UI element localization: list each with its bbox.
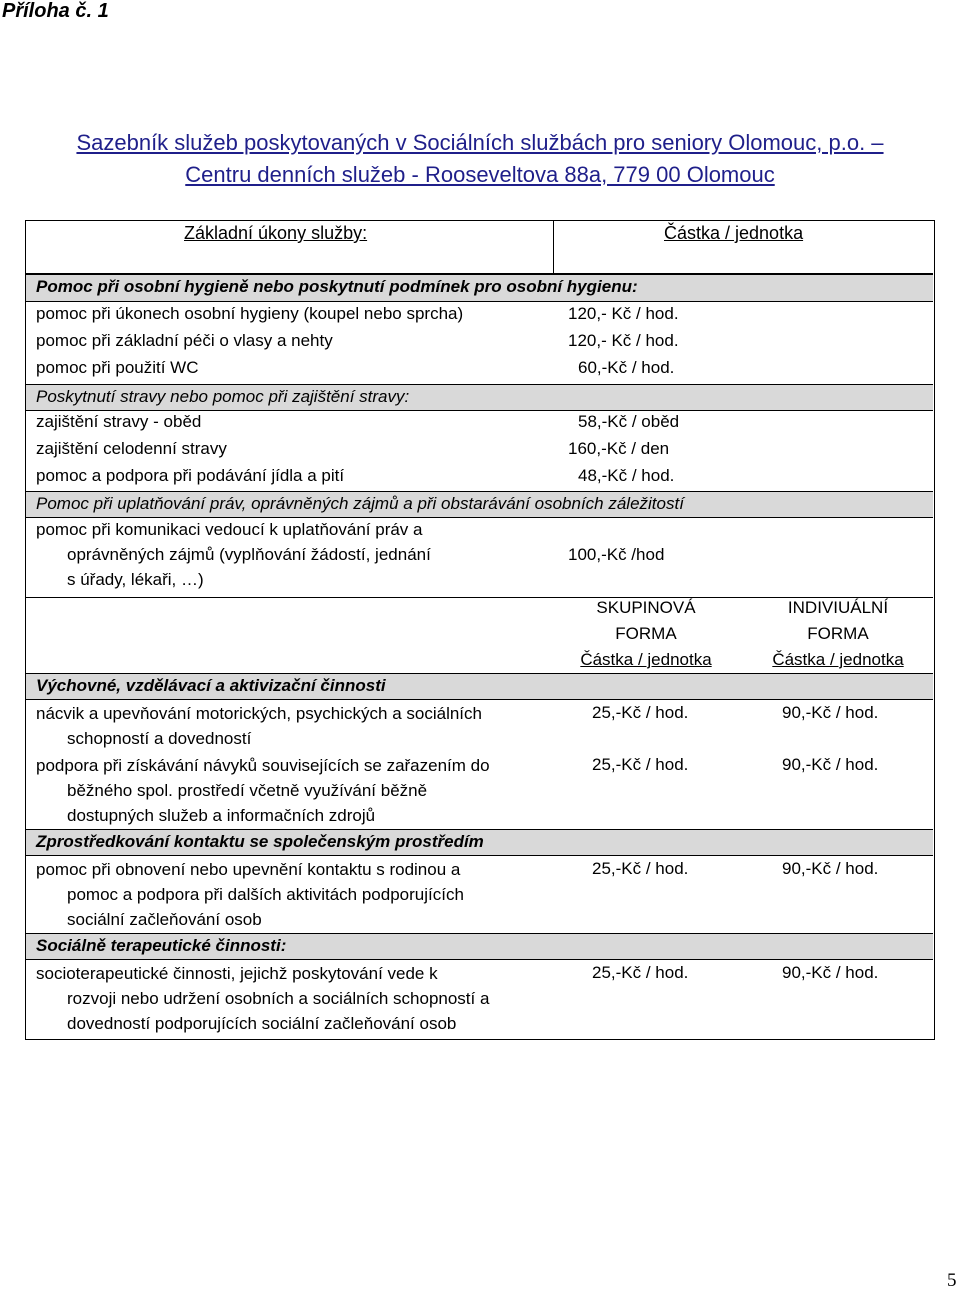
section-rights-heading: Pomoc při uplatňování práv, oprávněných zájmů a při obstarávání osobních záležitostí bbox=[36, 494, 684, 513]
contact-row-individual: 90,-Kč / hod. bbox=[782, 859, 879, 878]
hygiene-row-3-amount: 60,-Kč / hod. bbox=[578, 358, 675, 377]
document-title-line2 bbox=[0, 162, 960, 188]
contact-row-line2: pomoc a podpora při dalších aktivitách podporujících bbox=[67, 885, 464, 904]
individual-form-unit: Částka / jednotka bbox=[772, 650, 904, 669]
activation-row-2-line3: dostupných služeb a informačních zdrojů bbox=[67, 806, 376, 825]
activation-row-2-line1: podpora při získávání návyků souvisejících se zařazením do bbox=[36, 756, 490, 775]
food-row-1-label: zajištění stravy - oběd bbox=[36, 412, 202, 431]
group-form-header bbox=[556, 595, 736, 673]
therapy-row-line3: dovedností podporujících sociální začleňování osob bbox=[67, 1014, 457, 1033]
section-food-band bbox=[26, 384, 933, 411]
section-activation-band bbox=[26, 673, 933, 700]
rights-row-amount: 100,-Kč /hod bbox=[568, 545, 665, 564]
section-therapy-heading: Sociálně terapeutické činnosti: bbox=[36, 936, 287, 955]
section-hygiene-heading: Pomoc při osobní hygieně nebo poskytnutí podmínek pro osobní hygienu: bbox=[36, 277, 638, 296]
activation-row-2-text bbox=[36, 753, 546, 828]
contact-row-group: 25,-Kč / hod. bbox=[592, 859, 689, 878]
document-title-line1 bbox=[0, 130, 960, 156]
header-services: Základní úkony služby: bbox=[184, 223, 368, 243]
therapy-row-individual: 90,-Kč / hod. bbox=[782, 963, 879, 982]
contact-row-line3: sociální začleňování osob bbox=[67, 910, 262, 929]
therapy-row-line2: rozvoji nebo udržení osobních a sociálních schopností a bbox=[67, 989, 490, 1008]
section-contact-band bbox=[26, 829, 933, 856]
rights-row-line3: s úřady, lékaři, …) bbox=[67, 570, 204, 589]
therapy-row-text bbox=[36, 961, 546, 1036]
food-row-3-label: pomoc a podpora při podávání jídla a pití bbox=[36, 466, 345, 485]
hygiene-row-1-amount: 120,- Kč / hod. bbox=[568, 304, 679, 323]
therapy-row-group: 25,-Kč / hod. bbox=[592, 963, 689, 982]
food-row-3-amount: 48,-Kč / hod. bbox=[578, 466, 675, 485]
section-contact-heading: Zprostředkování kontaktu se společenským prostředím bbox=[36, 832, 484, 851]
hygiene-row-2-amount: 120,- Kč / hod. bbox=[568, 331, 679, 350]
group-form-title-1: SKUPINOVÁ bbox=[596, 598, 696, 617]
individual-form-title-2: FORMA bbox=[807, 624, 869, 643]
hygiene-row-3-label: pomoc při použití WC bbox=[36, 358, 199, 377]
section-rights-band bbox=[26, 491, 933, 518]
rights-row-line2: oprávněných zájmů (vyplňování žádostí, jednání bbox=[67, 545, 431, 564]
page-number: 5 bbox=[947, 1270, 957, 1291]
food-row-1-amount: 58,-Kč / oběd bbox=[578, 412, 680, 431]
group-form-title-2: FORMA bbox=[615, 624, 677, 643]
contact-row-line1: pomoc při obnovení nebo upevnění kontaktu s rodinou a bbox=[36, 860, 461, 879]
individual-form-title-1: INDIVIUÁLNÍ bbox=[787, 598, 889, 617]
contact-row-text bbox=[36, 857, 546, 932]
title-text-1: Sazebník služeb poskytovaných v Sociálních službách pro seniory Olomouc, p.o. – bbox=[76, 130, 884, 155]
activation-row-2-individual: 90,-Kč / hod. bbox=[782, 755, 879, 774]
rights-row-line1: pomoc při komunikaci vedoucí k uplatňování práv a bbox=[36, 520, 423, 539]
section-food-heading: Poskytnutí stravy nebo pomoc při zajištění stravy: bbox=[36, 387, 410, 406]
activation-row-1-line2: schopností a dovedností bbox=[67, 729, 252, 748]
group-form-unit: Částka / jednotka bbox=[580, 650, 712, 669]
activation-row-1-individual: 90,-Kč / hod. bbox=[782, 703, 879, 722]
price-table bbox=[25, 220, 935, 1040]
activation-row-1-group: 25,-Kč / hod. bbox=[592, 703, 689, 722]
title-text-2: Centru denních služeb - Rooseveltova 88a, 779 00 Olomouc bbox=[185, 162, 775, 187]
food-row-2-label: zajištění celodenní stravy bbox=[36, 439, 227, 458]
annex-label: Příloha č. 1 bbox=[2, 0, 109, 22]
food-row-2-amount: 160,-Kč / den bbox=[568, 439, 670, 458]
activation-row-2-group: 25,-Kč / hod. bbox=[592, 755, 689, 774]
section-therapy-band bbox=[26, 933, 933, 960]
hygiene-row-1-label: pomoc při úkonech osobní hygieny (koupel nebo sprcha) bbox=[36, 304, 464, 323]
therapy-row-line1: socioterapeutické činnosti, jejichž poskytování vede k bbox=[36, 964, 438, 983]
header-amount: Částka / jednotka bbox=[664, 223, 804, 243]
activation-row-2-line2: běžného spol. prostředí včetně využívání běžně bbox=[67, 781, 428, 800]
hygiene-row-2-label: pomoc při základní péči o vlasy a nehty bbox=[36, 331, 333, 350]
individual-form-header bbox=[748, 595, 928, 673]
activation-row-1-text bbox=[36, 701, 546, 751]
section-activation-heading: Výchovné, vzdělávací a aktivizační činnosti bbox=[36, 676, 386, 695]
section-hygiene-band bbox=[26, 274, 933, 302]
activation-row-1-line1: nácvik a upevňování motorických, psychických a sociálních bbox=[36, 704, 482, 723]
